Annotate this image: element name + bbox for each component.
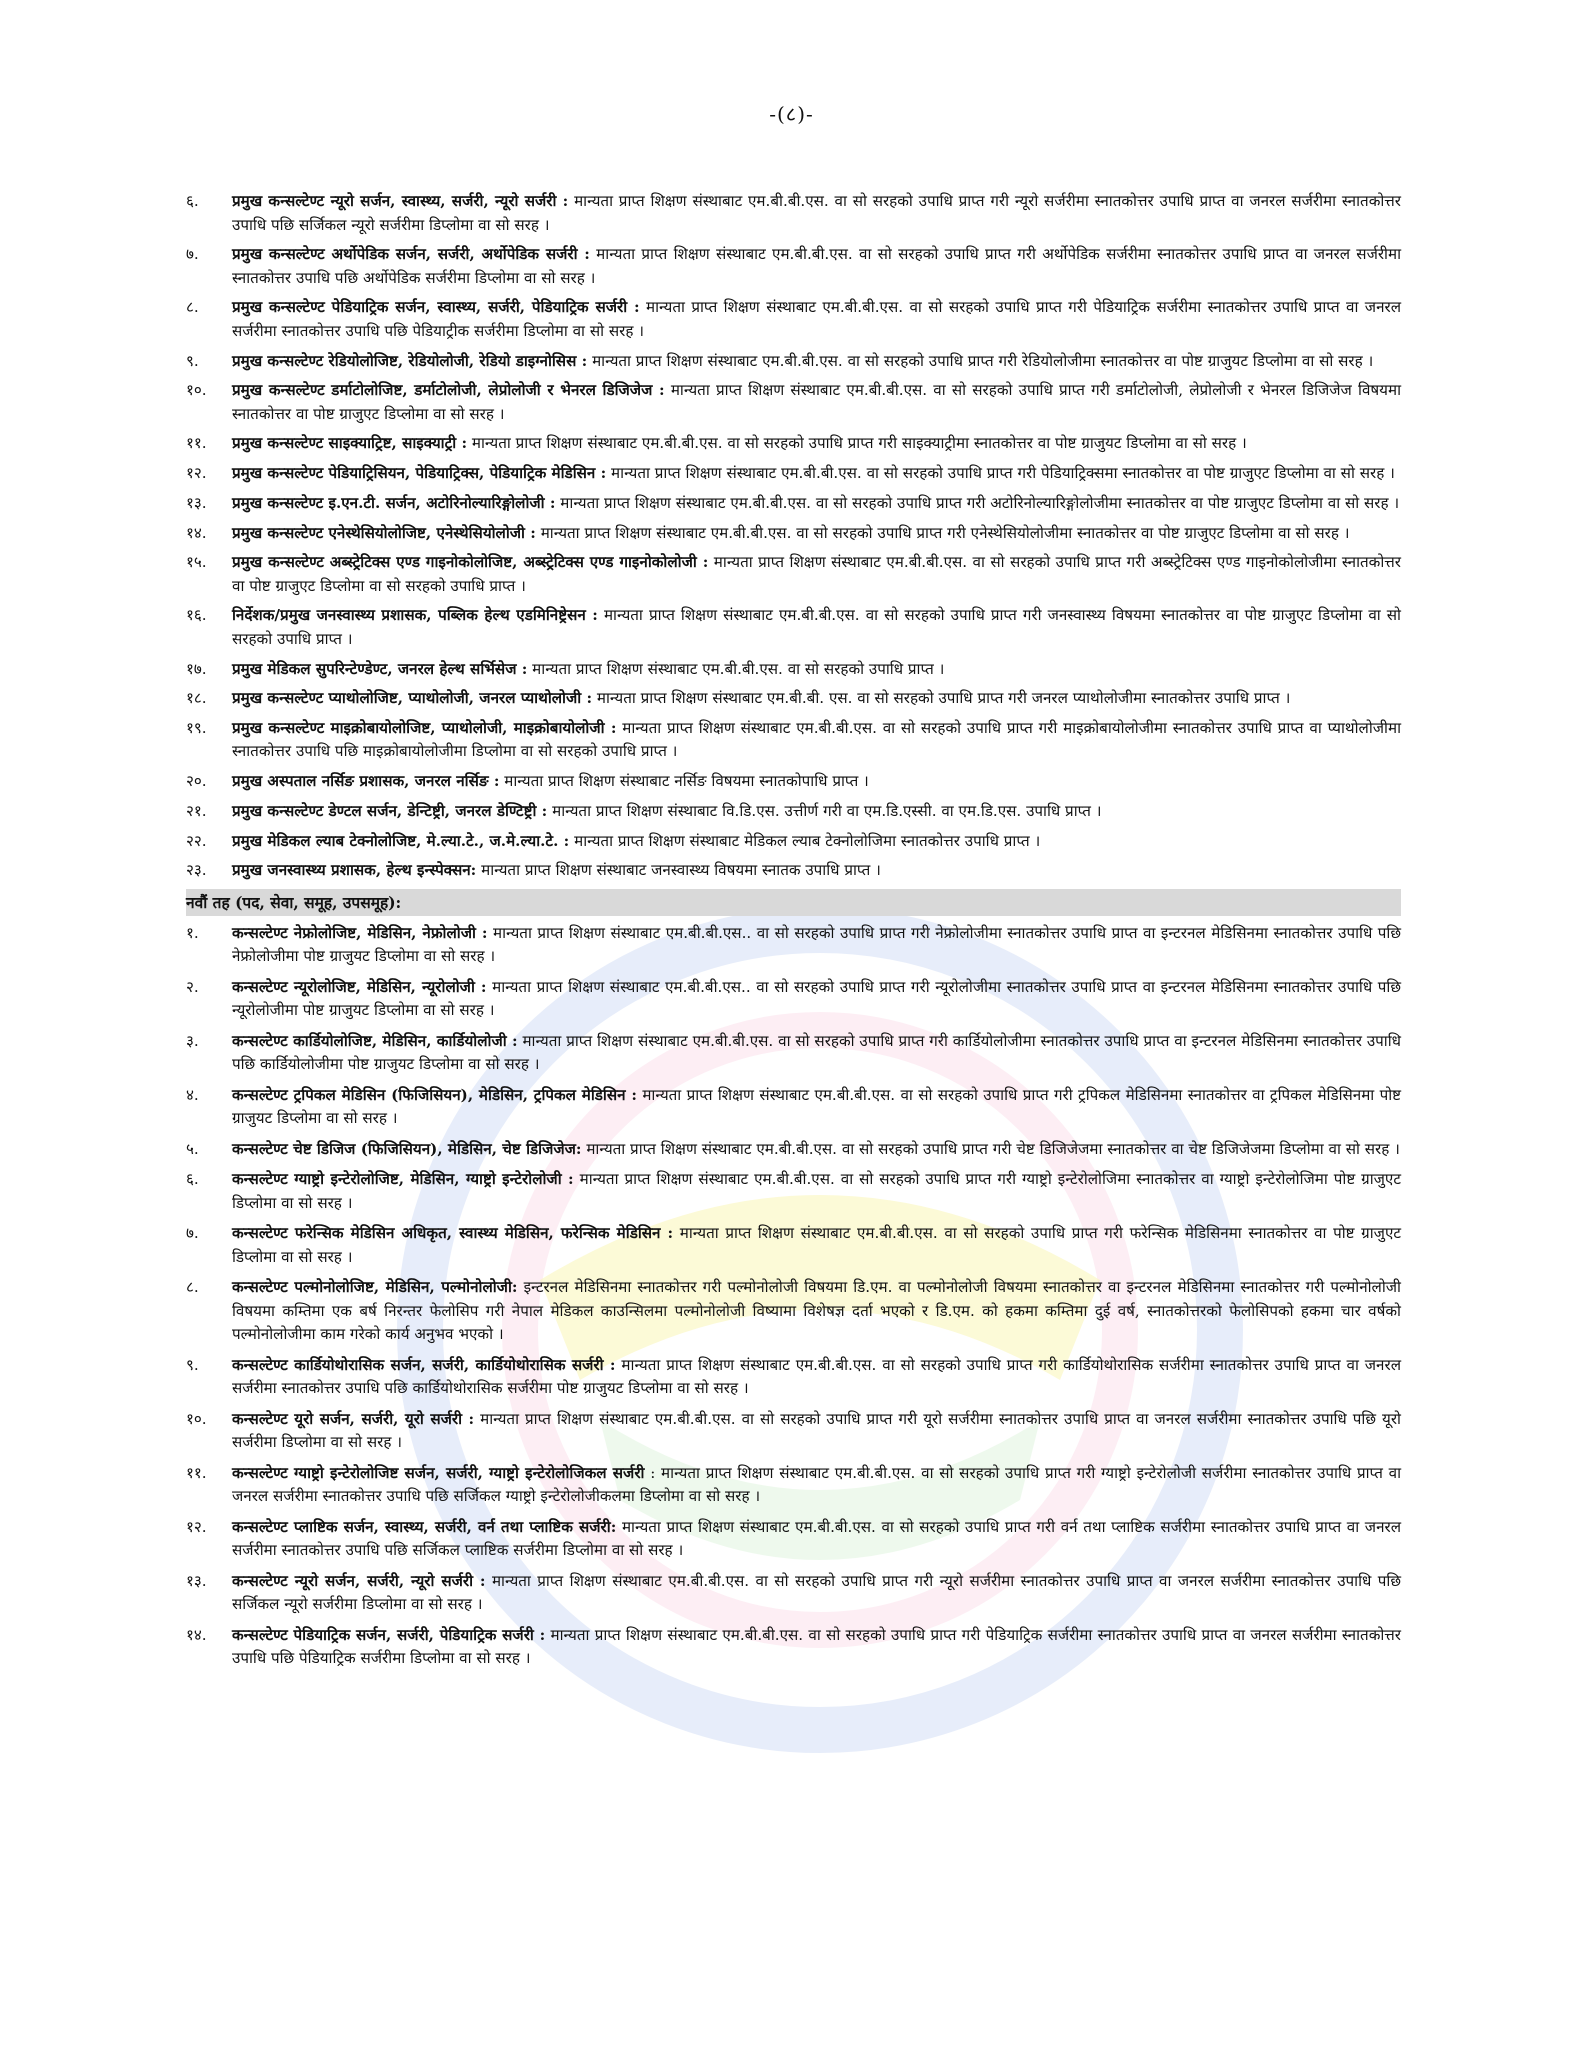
qualification-text: मान्यता प्राप्त शिक्षण संस्थाबाट एम.बी.बी.एस. वा सो सरहको उपाधि प्राप्त गरी रेडियोलोजीमा स्नातकोत्तर वा पोष्ट ग्राजुयट डिप्लोमा वा सो सरह । (587, 351, 1374, 370)
list-item (186, 1354, 1401, 1401)
list-item (186, 922, 1401, 969)
list-item (186, 830, 1401, 854)
item-number: ११. (186, 1463, 207, 1482)
item-number: २. (186, 977, 199, 996)
post-title: प्रमुख कन्सल्टेण्ट प्याथोलोजिष्ट, प्याथोलोजी, जनरल प्याथोलोजी : (232, 689, 593, 708)
list-item (186, 190, 1401, 237)
post-title: कन्सल्टेण्ट चेष्ट डिजिज (फिजिसियन), मेडिसिन, चेष्ट डिजिजेज: (232, 1139, 582, 1158)
post-title: कन्सल्टेण्ट ग्याष्ट्रो इन्टेरोलोजिष्ट सर्जन, सर्जरी, ग्याष्ट्रो इन्टेरोलोजिकल सर्जरी (232, 1463, 645, 1482)
list-item (186, 1624, 1401, 1671)
qualification-text: मान्यता प्राप्त शिक्षण संस्थाबाट वि.डि.एस. उत्तीर्ण गरी वा एम.डि.एस्सी. वा एम.डि.एस. उपाधि प्राप्त । (547, 801, 1102, 820)
list-item (186, 976, 1401, 1023)
list-item (186, 1570, 1401, 1617)
list-item (186, 770, 1401, 794)
item-number: १०. (186, 1409, 207, 1428)
list-item (186, 1084, 1401, 1131)
list-item (186, 462, 1401, 486)
item-number: ८. (186, 1278, 199, 1297)
section-heading: नवौं तह (पद, सेवा, समूह, उपसमूह): (186, 889, 1401, 916)
list-item (186, 859, 1401, 883)
list-item (186, 658, 1401, 682)
qualification-list-level-nine (186, 922, 1401, 1671)
qualification-text: मान्यता प्राप्त शिक्षण संस्थाबाट एम.बी.बी.एस. वा सो सरहको उपाधि प्राप्त गरी फरेन्सिक मेडिसिनमा स्नातकोत्तर वा पोष्ट ग्राजुएट डिप्लोमा वा सो सरह । (232, 1224, 1402, 1266)
item-number: २२. (186, 831, 207, 850)
post-title: प्रमुख कन्सल्टेण्ट अर्थोपेडिक सर्जन, सर्जरी, अर्थोपेडिक सर्जरी : (232, 245, 590, 264)
list-item (186, 432, 1401, 456)
list-item (186, 1408, 1401, 1455)
item-number: ६. (186, 192, 199, 210)
post-title: प्रमुख कन्सल्टेण्ट साइक्याट्रिष्ट, साइक्याट्री : (232, 434, 468, 453)
qualification-text: मान्यता प्राप्त शिक्षण संस्थाबाट एम.बी.बी.एस.. वा सो सरहको उपाधि प्राप्त गरी न्यूरोलोजीमा स्नातकोत्तर उपाधि प्राप्त वा इन्टरनल मेडिसिनमा स्नातकोत्तर उपाधि पछि न्यूरोलोजीमा पोष्ट ग्राजुयट डिप्लोमा वा सो सरह । (232, 977, 1401, 1020)
qualification-text: मान्यता प्राप्त शिक्षण संस्थाबाट एम.बी.बी.एस. वा सो सरहको उपाधि प्राप्त गरी ट्रपिकल मेडिसिनमा स्नातकोत्तर वा ट्रपिकल मेडिसिनमा पोष्ट ग्राजुयट डिप्लोमा वा सो सरह । (232, 1085, 1402, 1128)
post-title: कन्सल्टेण्ट यूरो सर्जन, सर्जरी, यूरो सर्जरी : (232, 1409, 475, 1428)
qualification-text: इन्टरनल मेडिसिनमा स्नातकोत्तर गरी पल्मोनोलोजी विषयमा डि.एम. वा पल्मोनोलोजी विषयमा स्नातकोत्तर वा इन्टरनल मेडिसिनमा स्नातकोत्तर गरी पल्मोनोलोजी विषयमा कम्तिमा एक बर्ष निरन्तर फेलोसिप गरी नेपाल मेडिकल काउन्सिलमा पल्मोनोलोजी विष्यामा विशेषज्ञ दर्ता भएको र डि.एम. को हकमा कम्तिमा दुई वर्ष, स्नातकोत्तरको फेलोसिपको हकमा चार वर्षको पल्मोनोलोजीमा काम गरेको कार्य अनुभव भएको । (232, 1278, 1401, 1344)
item-number: ९. (186, 351, 199, 370)
qualification-text: मान्यता प्राप्त शिक्षण संस्थाबाट मेडिकल ल्याब टेक्नोलोजिमा स्नातकोत्तर उपाधि प्राप्त । (569, 831, 1041, 850)
post-title: कन्सल्टेण्ट न्यूरोलोजिष्ट, मेडिसिन, न्यूरोलोजी : (232, 977, 487, 996)
qualification-text: मान्यता प्राप्त शिक्षण संस्थाबाट एम.बी.बी.एस. वा सो सरहको उपाधि प्राप्त गरी चेष्ट डिजिजेजमा स्नातकोत्तर वा चेष्ट डिजिजेजमा डिप्लोमा वा सो सरह । (581, 1139, 1400, 1158)
list-item (186, 492, 1401, 516)
item-number: १७. (186, 659, 207, 678)
post-title: कन्सल्टेण्ट कार्डियोथोरासिक सर्जन, सर्जरी, कार्डियोथोरासिक सर्जरी : (232, 1355, 616, 1374)
qualification-text: मान्यता प्राप्त शिक्षण संस्थाबाट एम.बी.बी.एस. वा सो सरहको उपाधि प्राप्त गरी कार्डियोलोजीमा स्नातकोत्तर उपाधि प्राप्त वा इन्टरनल मेडिसिनमा स्नातकोत्तर उपाधि पछि कार्डियोलोजीमा पोष्ट ग्राजुयट डिप्लोमा वा सो सरह । (232, 1031, 1401, 1074)
document-body (186, 190, 1401, 1678)
qualification-text: मान्यता प्राप्त शिक्षण संस्थाबाट एम.बी.बी. एस. वा सो सरहको उपाधि प्राप्त गरी जनरल प्याथोलोजीमा स्नातकोत्तर उपाधि प्राप्त । (592, 689, 1291, 708)
qualification-text: मान्यता प्राप्त शिक्षण संस्थाबाट एम.बी.बी.एस. वा सो सरहको उपाधि प्राप्त गरी वर्न तथा प्लाष्टिक सर्जरीमा स्नातकोत्तर उपाधि प्राप्त वा जनरल सर्जरीमा स्नातकोत्तर उपाधि पछि सर्जिकल प्लाष्टिक सर्जरीमा डिप्लोमा वा सो सरह । (232, 1517, 1402, 1560)
item-number: १२. (186, 464, 207, 483)
item-number: ३. (186, 1031, 199, 1050)
qualification-text: मान्यता प्राप्त शिक्षण संस्थाबाट एम.बी.बी.एस. वा सो सरहको उपाधि प्राप्त गरी पेडियाट्रिक्समा स्नातकोत्तर वा पोष्ट ग्राजुएट डिप्लोमा वा सो सरह । (606, 464, 1395, 483)
qualification-text: मान्यता प्राप्त शिक्षण संस्थाबाट एम.बी.बी.एस. वा सो सरहको उपाधि प्राप्त गरी अब्स्ट्रेटिक्स एण्ड गाइनोकोलोजीमा स्नातकोत्तर वा पोष्ट ग्राजुएट डिप्लोमा वा सो सरहको उपाधि प्राप्त । (232, 553, 1401, 595)
item-number: ४. (186, 1085, 199, 1104)
qualification-text: मान्यता प्राप्त शिक्षण संस्थाबाट नर्सिङ विषयमा स्नातकोपाधि प्राप्त । (499, 772, 869, 791)
post-title: प्रमुख कन्सल्टेण्ट पेडियाट्रिसियन, पेडियाट्रिक्स, पेडियाट्रिक मेडिसिन : (232, 464, 607, 483)
item-number: १०. (186, 381, 207, 400)
list-item (186, 522, 1401, 546)
item-number: ६. (186, 1170, 199, 1189)
qualification-text: मान्यता प्राप्त शिक्षण संस्थाबाट जनस्वास्थ्य विषयमा स्नातक उपाधि प्राप्त । (476, 861, 881, 880)
list-item (186, 551, 1401, 598)
qualification-text: मान्यता प्राप्त शिक्षण संस्थाबाट एम.बी.बी.एस. वा सो सरहको उपाधि प्राप्त गरी एनेस्थेसियोलोजीमा स्नातकोत्तर वा पोष्ट ग्राजुएट डिप्लोमा वा सो सरह । (535, 523, 1350, 542)
post-title: प्रमुख कन्सल्टेण्ट डर्माटोलोजिष्ट, डर्माटोलोजी, लेप्रोलोजी र भेनरल डिजिजेज : (232, 381, 665, 400)
qualification-text: : मान्यता प्राप्त शिक्षण संस्थाबाट एम.बी.बी.एस. वा सो सरहको उपाधि प्राप्त गरी ग्याष्ट्रो इन्टेरोलोजी सर्जरीमा स्नातकोत्तर उपाधि प्राप्त वा जनरल सर्जरीमा स्नातकोत्तर उपाधि पछि सर्जिकल ग्याष्ट्रो इन्टेरोलोजीकलमा डिप्लोमा वा सो सरह । (232, 1463, 1402, 1506)
qualification-text: मान्यता प्राप्त शिक्षण संस्थाबाट एम.बी.बी.एस. वा सो सरहको उपाधि प्राप्त गरी पेडियाट्रिक सर्जरीमा स्नातकोत्तर उपाधि प्राप्त वा जनरल सर्जरीमा स्नातकोत्तर उपाधि पछि पेडियाट्रिक सर्जरीमा डिप्लोमा वा सो सरह । (232, 1625, 1401, 1668)
item-number: १९. (186, 718, 207, 737)
list-item (186, 1516, 1401, 1563)
qualification-text: मान्यता प्राप्त शिक्षण संस्थाबाट एम.बी.बी.एस. वा सो सरहको उपाधि प्राप्त गरी माइक्रोबायोलोजीमा स्नातकोत्तर उपाधि प्राप्त वा प्याथोलोजीमा स्नातकोत्तर उपाधि पछि माइक्रोबायोलोजीमा डिप्लोमा वा सो सरहको उपाधि प्राप्त । (232, 718, 1402, 761)
item-number: ७. (186, 1224, 199, 1243)
list-item (186, 1138, 1401, 1162)
post-title: कन्सल्टेण्ट प्लाष्टिक सर्जन, स्वास्थ्य, सर्जरी, वर्न तथा प्लाष्टिक सर्जरी: (232, 1517, 617, 1536)
post-title: कन्सल्टेण्ट नेफ्रोलोजिष्ट, मेडिसिन, नेफ्रोलोजी : (232, 923, 488, 942)
item-number: २३. (186, 861, 207, 880)
item-number: २०. (186, 772, 207, 791)
qualification-text: मान्यता प्राप्त शिक्षण संस्थाबाट एम.बी.बी.एस. वा सो सरहको उपाधि प्राप्त गरी न्यूरो सर्जरीमा स्नातकोत्तर उपाधि प्राप्त वा जनरल सर्जरीमा स्नातकोत्तर उपाधि पछि सर्जिकल न्यूरो सर्जरीमा डिप्लोमा वा सो सरह । (232, 1571, 1401, 1614)
list-item (186, 687, 1401, 711)
item-number: १३. (186, 493, 207, 512)
qualification-list-level-ten (186, 190, 1401, 883)
item-number: १४. (186, 523, 207, 542)
list-item (186, 1030, 1401, 1077)
item-number: ११. (186, 434, 207, 453)
list-item (186, 1222, 1401, 1269)
post-title: कन्सल्टेण्ट फरेन्सिक मेडिसिन अधिकृत, स्वास्थ्य मेडिसिन, फरेन्सिक मेडिसिन : (232, 1224, 674, 1243)
qualification-text: मान्यता प्राप्त शिक्षण संस्थाबाट एम.बी.बी.एस.. वा सो सरहको उपाधि प्राप्त गरी नेफ्रोलोजीमा स्नातकोत्तर उपाधि प्राप्त वा इन्टरनल मेडिसिनमा स्नातकोत्तर उपाधि पछि नेफ्रोलोजीमा पोष्ट ग्राजुयट डिप्लोमा वा सो सरह । (232, 923, 1401, 966)
qualification-text: मान्यता प्राप्त शिक्षण संस्थाबाट एम.बी.बी.एस. वा सो सरहको उपाधि प्राप्त गरी न्यूरो सर्जरीमा स्नातकोत्तर उपाधि प्राप्त वा जनरल सर्जरीमा स्नातकोत्तर उपाधि पछि सर्जिकल न्यूरो सर्जरीमा डिप्लोमा वा सो सरह । (232, 192, 1401, 234)
item-number: १६. (186, 606, 207, 625)
item-number: २१. (186, 801, 207, 820)
post-title: कन्सल्टेण्ट पेडियाट्रिक सर्जन, सर्जरी, पेडियाट्रिक सर्जरी : (232, 1625, 546, 1644)
item-number: ७. (186, 245, 199, 264)
post-title: प्रमुख कन्सल्टेण्ट इ.एन.टी. सर्जन, अटोरिनोल्यारिङ्गोलोजी : (232, 493, 556, 512)
list-item (186, 604, 1401, 651)
item-number: १. (186, 923, 199, 942)
post-title: प्रमुख कन्सल्टेण्ट अब्स्ट्रेटिक्स एण्ड गाइनोकोलोजिष्ट, अब्स्ट्रेटिक्स एण्ड गाइनोकोलोजी : (232, 553, 709, 572)
post-title: प्रमुख कन्सल्टेण्ट माइक्रोबायोलोजिष्ट, प्याथोलोजी, माइक्रोबायोलोजी : (232, 718, 617, 737)
list-item (186, 800, 1401, 824)
post-title: प्रमुख कन्सल्टेण्ट डेण्टल सर्जन, डेन्टिष्ट्री, जनरल डेण्टिष्ट्री : (232, 801, 548, 820)
item-number: ५. (186, 1139, 199, 1158)
post-title: कन्सल्टेण्ट पल्मोनोलोजिष्ट, मेडिसिन, पल्मोनोलोजी: (232, 1278, 518, 1297)
qualification-text: मान्यता प्राप्त शिक्षण संस्थाबाट एम.बी.बी.एस. वा सो सरहको उपाधि प्राप्त गरी पेडियाट्रिक सर्जरीमा स्नातकोत्तर उपाधि प्राप्त वा जनरल सर्जरीमा स्नातकोत्तर उपाधि पछि पेडियाट्रीक सर्जरीमा डिप्लोमा वा सो सरह । (232, 298, 1402, 340)
list-item (186, 243, 1401, 290)
list-item (186, 379, 1401, 426)
qualification-text: मान्यता प्राप्त शिक्षण संस्थाबाट एम.बी.बी.एस. वा सो सरहको उपाधि प्राप्त गरी यूरो सर्जरीमा स्नातकोत्तर उपाधि प्राप्त वा जनरल सर्जरीमा स्नातकोत्तर उपाधि पछि यूरो सर्जरीमा डिप्लोमा वा सो सरह । (232, 1409, 1401, 1452)
qualification-text: मान्यता प्राप्त शिक्षण संस्थाबाट एम.बी.बी.एस. वा सो सरहको उपाधि प्राप्त । (527, 659, 945, 678)
post-title: प्रमुख कन्सल्टेण्ट न्यूरो सर्जन, स्वास्थ्य, सर्जरी, न्यूरो सर्जरी : (232, 192, 569, 210)
item-number: १३. (186, 1571, 207, 1590)
post-title: कन्सल्टेण्ट न्यूरो सर्जन, सर्जरी, न्यूरो सर्जरी : (232, 1571, 486, 1590)
list-item (186, 717, 1401, 764)
post-title: प्रमुख जनस्वास्थ्य प्रशासक, हेल्थ इन्स्पेक्सन: (232, 861, 477, 880)
qualification-text: मान्यता प्राप्त शिक्षण संस्थाबाट एम.बी.बी.एस. वा सो सरहको उपाधि प्राप्त गरी साइक्याट्रीमा स्नातकोत्तर वा पोष्ट ग्राजुयट डिप्लोमा वा सो सरह । (467, 434, 1247, 453)
post-title: कन्सल्टेण्ट ग्याष्ट्रो इन्टेरोलोजिष्ट, मेडिसिन, ग्याष्ट्रो इन्टेरोलोजी : (232, 1170, 574, 1189)
post-title: प्रमुख कन्सल्टेण्ट रेडियोलोजिष्ट, रेडियोलोजी, रेडियो डाइग्नोसिस : (232, 351, 588, 370)
item-number: ९. (186, 1355, 199, 1374)
qualification-text: मान्यता प्राप्त शिक्षण संस्थाबाट एम.बी.बी.एस. वा सो सरहको उपाधि प्राप्त गरी अर्थोपेडिक सर्जरीमा स्नातकोत्तर उपाधि प्राप्त वा जनरल सर्जरीमा स्नातकोत्तर उपाधि पछि अर्थोपेडिक सर्जरीमा डिप्लोमा वा सो सरह । (232, 245, 1401, 287)
item-number: ८. (186, 298, 199, 317)
qualification-text: मान्यता प्राप्त शिक्षण संस्थाबाट एम.बी.बी.एस. वा सो सरहको उपाधि प्राप्त गरी अटोरिनोल्यारिङ्गोलोजीमा स्नातकोत्तर वा पोष्ट ग्राजुएट डिप्लोमा वा सो सरह । (555, 493, 1400, 512)
qualification-text: मान्यता प्राप्त शिक्षण संस्थाबाट एम.बी.बी.एस. वा सो सरहको उपाधि प्राप्त गरी जनस्वास्थ्य विषयमा स्नातकोत्तर वा पोष्ट ग्राजुएट डिप्लोमा वा सो सरहको उपाधि प्राप्त । (232, 606, 1401, 648)
list-item (186, 1168, 1401, 1215)
post-title: प्रमुख मेडिकल ल्याब टेक्नोलोजिष्ट, मे.ल्या.टे., ज.मे.ल्या.टे. : (232, 831, 570, 850)
post-title: प्रमुख अस्पताल नर्सिङ प्रशासक, जनरल नर्सिङ : (232, 772, 500, 791)
qualification-text: मान्यता प्राप्त शिक्षण संस्थाबाट एम.बी.बी.एस. वा सो सरहको उपाधि प्राप्त गरी कार्डियोथोरासिक सर्जरीमा स्नातकोत्तर उपाधि प्राप्त वा जनरल सर्जरीमा स्नातकोत्तर उपाधि पछि कार्डियोथोरासिक सर्जरीमा पोष्ट ग्राजुयट डिप्लोमा वा सो सरह । (232, 1355, 1401, 1398)
list-item (186, 1276, 1401, 1347)
post-title: निर्देशक/प्रमुख जनस्वास्थ्य प्रशासक, पब्लिक हेल्थ एडमिनिष्ट्रेसन : (232, 606, 598, 625)
post-title: प्रमुख कन्सल्टेण्ट एनेस्थेसियोलोजिष्ट, एनेस्थेसियोलोजी : (232, 523, 536, 542)
qualification-text: मान्यता प्राप्त शिक्षण संस्थाबाट एम.बी.बी.एस. वा सो सरहको उपाधि प्राप्त गरी ग्याष्ट्रो इन्टेरोलोजिमा स्नातकोत्तर वा ग्याष्ट्रो इन्टेरोलोजिमा पोष्ट ग्राजुएट डिप्लोमा वा सो सरह । (232, 1170, 1401, 1212)
list-item (186, 296, 1401, 343)
list-item (186, 350, 1401, 374)
item-number: १४. (186, 1625, 207, 1644)
item-number: १२. (186, 1517, 207, 1536)
qualification-text: मान्यता प्राप्त शिक्षण संस्थाबाट एम.बी.बी.एस. वा सो सरहको उपाधि प्राप्त गरी डर्माटोलोजी, लेप्रोलोजी र भेनरल डिजिजेज विषयमा स्नातकोत्तर वा पोष्ट ग्राजुएट डिप्लोमा वा सो सरह । (232, 381, 1402, 423)
post-title: कन्सल्टेण्ट कार्डियोलोजिष्ट, मेडिसिन, कार्डियोलोजी : (232, 1031, 518, 1050)
item-number: १८. (186, 689, 207, 708)
page-number: -(८)- (769, 102, 814, 126)
post-title: कन्सल्टेण्ट ट्रपिकल मेडिसिन (फिजिसियन), मेडिसिन, ट्रपिकल मेडिसिन : (232, 1085, 637, 1104)
list-item (186, 1462, 1401, 1509)
item-number: १५. (186, 553, 207, 572)
post-title: प्रमुख मेडिकल सुपरिन्टेण्डेण्ट, जनरल हेल्थ सर्भिसेज : (232, 659, 528, 678)
post-title: प्रमुख कन्सल्टेण्ट पेडियाट्रिक सर्जन, स्वास्थ्य, सर्जरी, पेडियाट्रिक सर्जरी : (232, 298, 640, 317)
